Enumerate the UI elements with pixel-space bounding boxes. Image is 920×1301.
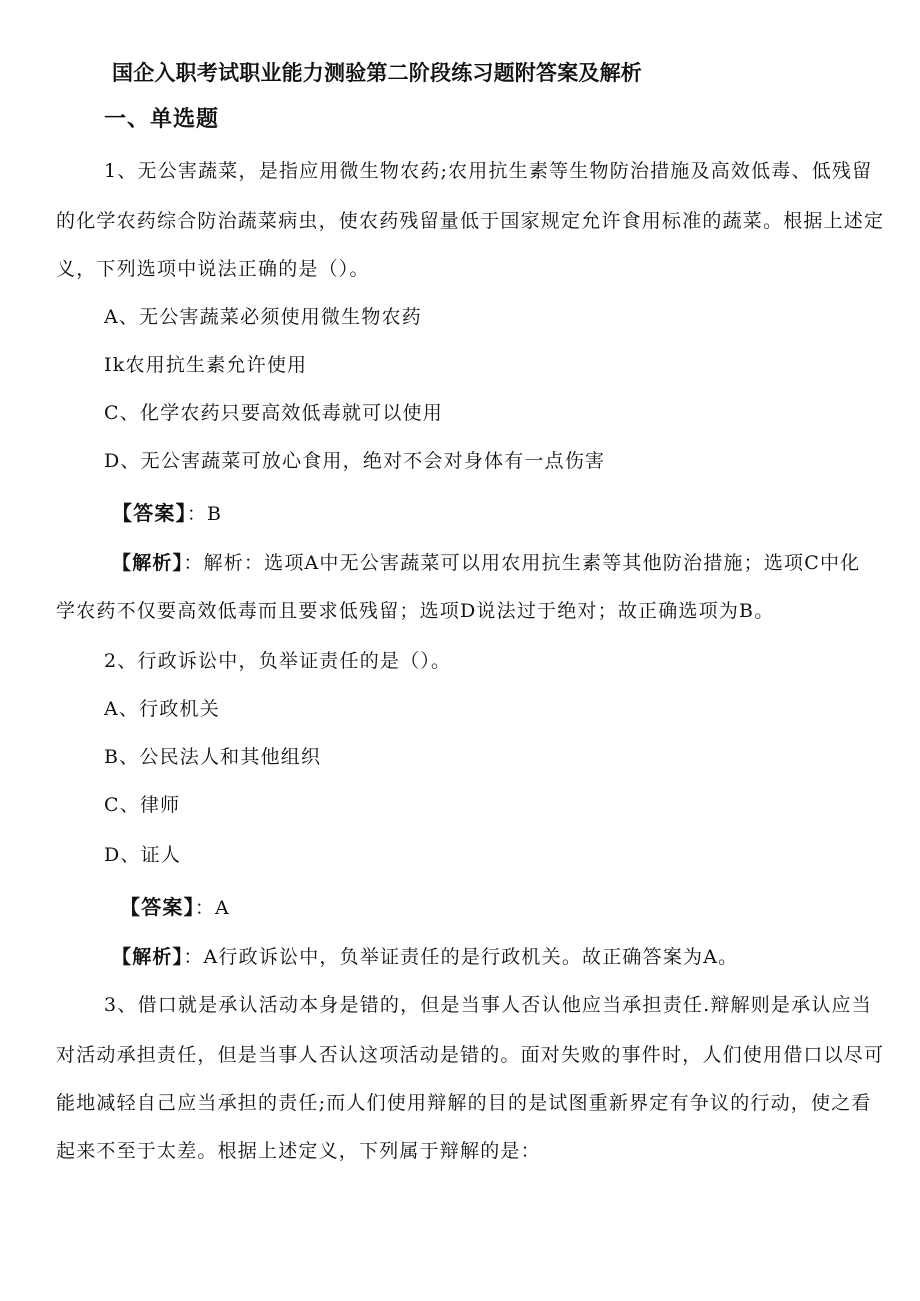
question-2-option-a: A、行政机关 [104, 698, 220, 720]
question-1-option-a: A、无公害蔬菜必须使用微生物农药 [104, 306, 422, 328]
question-3-stem-line-3: 能地减轻自己应当承担的责任;而人们使用辩解的目的是试图重新界定有争议的行动，使之看 [56, 1092, 872, 1114]
analysis-text: ：A行政诉讼中，负举证责任的是行政机关。故正确答案为A。 [183, 946, 739, 968]
analysis-label: 【解析】 [112, 946, 184, 968]
analysis-label: 【解析】 [112, 552, 184, 574]
question-1-analysis-line-1 [112, 550, 860, 576]
question-2-stem-line-1: 2、行政诉讼中，负举证责任的是（）。 [104, 650, 452, 672]
answer-label: 【答案】 [120, 895, 195, 919]
question-3-stem-line-2: 对活动承担责任，但是当事人否认这项活动是错的。面对失败的事件时，人们使用借口以尽可 [56, 1044, 885, 1066]
answer-value: ：B [186, 503, 223, 525]
document-title: 国企入职考试职业能力测验第二阶段练习题附答案及解析 [112, 61, 642, 85]
question-3-stem-line-1: 3、借口就是承认活动本身是错的，但是当事人否认他应当承担责任.辩解则是承认应当 [104, 994, 872, 1016]
question-2-option-c: C、律师 [104, 794, 181, 816]
question-1-answer [112, 500, 222, 527]
question-1-stem-line-2: 的化学农药综合防治蔬菜病虫，使农药残留量低于国家规定允许食用标准的蔬菜。根据上述定 [56, 210, 885, 232]
question-2-analysis-line-1 [112, 944, 738, 970]
question-1-option-d: D、无公害蔬菜可放心食用，绝对不会对身体有一点伤害 [104, 450, 606, 472]
question-2-option-d: D、证人 [104, 844, 182, 866]
analysis-text: ：解析：选项A中无公害蔬菜可以用农用抗生素等其他防治措施；选项C中化 [183, 552, 861, 574]
answer-label: 【答案】 [112, 501, 187, 525]
section-heading: 一、单选题 [104, 107, 220, 132]
question-1-stem-line-1: 1、无公害蔬菜，是指应用微生物农药;农用抗生素等生物防治措施及高效低毒、低残留 [104, 160, 873, 182]
answer-value: ：A [194, 897, 230, 919]
question-1-option-b: Ik农用抗生素允许使用 [104, 354, 308, 376]
question-2-option-b: B、公民法人和其他组织 [104, 746, 322, 768]
question-3-stem-line-4: 起来不至于太差。根据上述定义，下列属于辩解的是： [56, 1140, 541, 1162]
question-1-stem-line-3: 义，下列选项中说法正确的是（）。 [56, 258, 370, 280]
question-1-option-c: C、化学农药只要高效低毒就可以使用 [104, 402, 443, 424]
question-2-answer [120, 894, 230, 921]
question-1-analysis-line-2: 学农药不仅要高效低毒而且要求低残留；选项D说法过于绝对；故正确选项为B。 [56, 600, 775, 622]
